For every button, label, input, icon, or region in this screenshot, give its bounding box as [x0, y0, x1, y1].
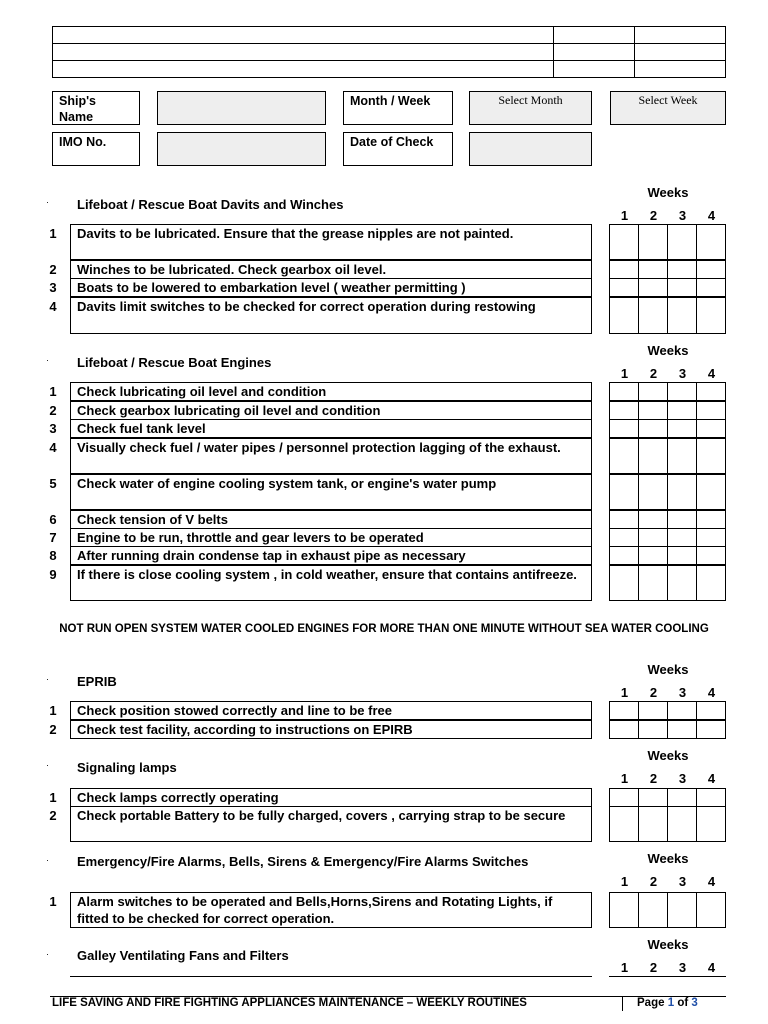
bullet-dot: ·	[46, 949, 49, 959]
checklist-item: Alarm switches to be operated and Bells,Horns,Sirens and Rotating Lights, if fitted to be checked for correct operation.	[70, 892, 592, 928]
item-number: 1	[49, 226, 57, 241]
imo-label: IMO No.	[52, 132, 140, 166]
item-number: 3	[49, 280, 57, 295]
week-number: 2	[649, 874, 658, 889]
galley-rule	[609, 976, 726, 977]
week-number: 1	[620, 960, 629, 975]
week-checkboxes[interactable]	[609, 260, 726, 279]
week-checkboxes[interactable]	[609, 474, 726, 510]
item-number: 2	[49, 403, 57, 418]
week-numbers	[610, 960, 726, 975]
section-title-davits: Lifeboat / Rescue Boat Davits and Winches	[77, 197, 344, 212]
item-number: 3	[49, 421, 57, 436]
galley-rule	[70, 976, 592, 977]
week-number: 4	[707, 771, 716, 786]
item-number: 2	[49, 808, 57, 823]
week-number: 2	[649, 366, 658, 381]
week-checkboxes[interactable]	[609, 297, 726, 334]
item-number: 1	[49, 384, 57, 399]
week-number: 4	[707, 208, 716, 223]
checklist-item: After running drain condense tap in exhaust pipe as necessary	[70, 546, 592, 565]
week-numbers	[610, 685, 726, 700]
week-number: 2	[649, 771, 658, 786]
checklist-item: Check lubricating oil level and condition	[70, 382, 592, 401]
date-of-check-label: Date of Check	[343, 132, 453, 166]
week-checkboxes[interactable]	[609, 546, 726, 565]
week-number: 4	[707, 960, 716, 975]
week-number: 4	[707, 874, 716, 889]
weeks-label: Weeks	[647, 185, 689, 200]
item-number: 8	[49, 548, 57, 563]
week-number: 4	[707, 685, 716, 700]
week-number: 1	[620, 771, 629, 786]
week-checkboxes[interactable]	[609, 806, 726, 842]
week-checkboxes[interactable]	[609, 419, 726, 438]
week-checkboxes[interactable]	[609, 565, 726, 601]
month-week-label: Month / Week	[343, 91, 453, 125]
item-number: 2	[49, 722, 57, 737]
item-number: 5	[49, 476, 57, 491]
checklist-item: Check water of engine cooling system tank, or engine's water pump	[70, 474, 592, 510]
checklist-item: Davits limit switches to be checked for correct operation during restowing	[70, 297, 592, 334]
page-indicator	[637, 997, 698, 1009]
item-number: 1	[49, 703, 57, 718]
bullet-dot: ·	[46, 355, 49, 365]
checklist-item: Check position stowed correctly and line to be free	[70, 701, 592, 720]
page-total: 3	[691, 997, 698, 1009]
week-number: 2	[649, 960, 658, 975]
item-number: 9	[49, 567, 57, 582]
checklist-item: Engine to be run, throttle and gear levers to be operated	[70, 528, 592, 547]
item-number: 1	[49, 894, 57, 909]
week-checkboxes[interactable]	[609, 892, 726, 928]
week-numbers	[610, 366, 726, 381]
week-checkboxes[interactable]	[609, 382, 726, 401]
week-number: 3	[678, 874, 687, 889]
select-month-dropdown[interactable]: Select Month	[469, 91, 592, 125]
item-number: 4	[49, 299, 57, 314]
week-numbers	[610, 874, 726, 889]
checklist-item: Winches to be lubricated. Check gearbox oil level.	[70, 260, 592, 279]
week-number: 1	[620, 366, 629, 381]
section-title-galley: Galley Ventilating Fans and Filters	[77, 948, 289, 963]
checklist-item: Check lamps correctly operating	[70, 788, 592, 807]
checklist-item: Visually check fuel / water pipes / personnel protection lagging of the exhaust.	[70, 438, 592, 474]
section-title-signaling: Signaling lamps	[77, 760, 177, 775]
section-title-eprib: EPRIB	[77, 674, 117, 689]
weeks-label: Weeks	[647, 343, 689, 358]
week-number: 3	[678, 685, 687, 700]
week-number: 1	[620, 685, 629, 700]
week-numbers	[610, 771, 726, 786]
page-word: Page	[637, 997, 665, 1009]
week-checkboxes[interactable]	[609, 788, 726, 807]
week-checkboxes[interactable]	[609, 438, 726, 474]
ship-name-field[interactable]	[157, 91, 326, 125]
week-number: 4	[707, 366, 716, 381]
imo-field[interactable]	[157, 132, 326, 166]
select-week-dropdown[interactable]: Select Week	[610, 91, 726, 125]
week-checkboxes[interactable]	[609, 278, 726, 297]
week-number: 3	[678, 960, 687, 975]
item-number: 7	[49, 530, 57, 545]
weeks-label: Weeks	[647, 937, 689, 952]
week-number: 2	[649, 685, 658, 700]
page-current: 1	[667, 997, 675, 1009]
ship-name-label: Ship's Name	[52, 91, 140, 125]
item-number: 1	[49, 790, 57, 805]
section-title-engines: Lifeboat / Rescue Boat Engines	[77, 355, 272, 370]
page-footer	[50, 996, 726, 1013]
header-table	[52, 26, 726, 78]
bullet-dot: ·	[46, 197, 49, 207]
checklist-item: Check test facility, according to instructions on EPIRB	[70, 720, 592, 739]
week-number: 1	[620, 874, 629, 889]
checklist-item: If there is close cooling system , in cold weather, ensure that contains antifreeze.	[70, 565, 592, 601]
week-number: 3	[678, 366, 687, 381]
week-checkboxes[interactable]	[609, 224, 726, 260]
warning-note: NOT RUN OPEN SYSTEM WATER COOLED ENGINES FOR MORE THAN ONE MINUTE WITHOUT SEA WATER COOLING	[59, 623, 709, 635]
section-title-alarms: Emergency/Fire Alarms, Bells, Sirens & Emergency/Fire Alarms Switches	[77, 854, 529, 869]
checklist-item: Davits to be lubricated. Ensure that the grease nipples are not painted.	[70, 224, 592, 260]
week-checkboxes[interactable]	[609, 510, 726, 529]
item-number: 2	[49, 262, 57, 277]
checklist-item: Check tension of V belts	[70, 510, 592, 529]
of-word: of	[677, 997, 689, 1009]
weeks-label: Weeks	[647, 748, 689, 763]
checklist-item: Boats to be lowered to embarkation level ( weather permitting )	[70, 278, 592, 297]
footer-divider	[622, 997, 623, 1011]
bullet-dot: ·	[46, 855, 49, 865]
date-of-check-field[interactable]	[469, 132, 592, 166]
week-number: 3	[678, 208, 687, 223]
week-number: 3	[678, 771, 687, 786]
checklist-item: Check fuel tank level	[70, 419, 592, 438]
week-checkboxes[interactable]	[609, 720, 726, 739]
week-checkboxes[interactable]	[609, 528, 726, 547]
weeks-label: Weeks	[647, 662, 689, 677]
week-number: 1	[620, 208, 629, 223]
weeks-label: Weeks	[647, 851, 689, 866]
checklist-item: Check gearbox lubricating oil level and condition	[70, 401, 592, 420]
week-checkboxes[interactable]	[609, 701, 726, 720]
bullet-dot: ·	[46, 760, 49, 770]
item-number: 6	[49, 512, 57, 527]
footer-title: LIFE SAVING AND FIRE FIGHTING APPLIANCES MAINTENANCE – WEEKLY ROUTINES	[52, 997, 527, 1009]
week-number: 2	[649, 208, 658, 223]
week-checkboxes[interactable]	[609, 401, 726, 420]
checklist-item: Check portable Battery to be fully charged, covers , carrying strap to be secure	[70, 806, 592, 842]
bullet-dot: ·	[46, 674, 49, 684]
item-number: 4	[49, 440, 57, 455]
week-numbers	[610, 208, 726, 223]
